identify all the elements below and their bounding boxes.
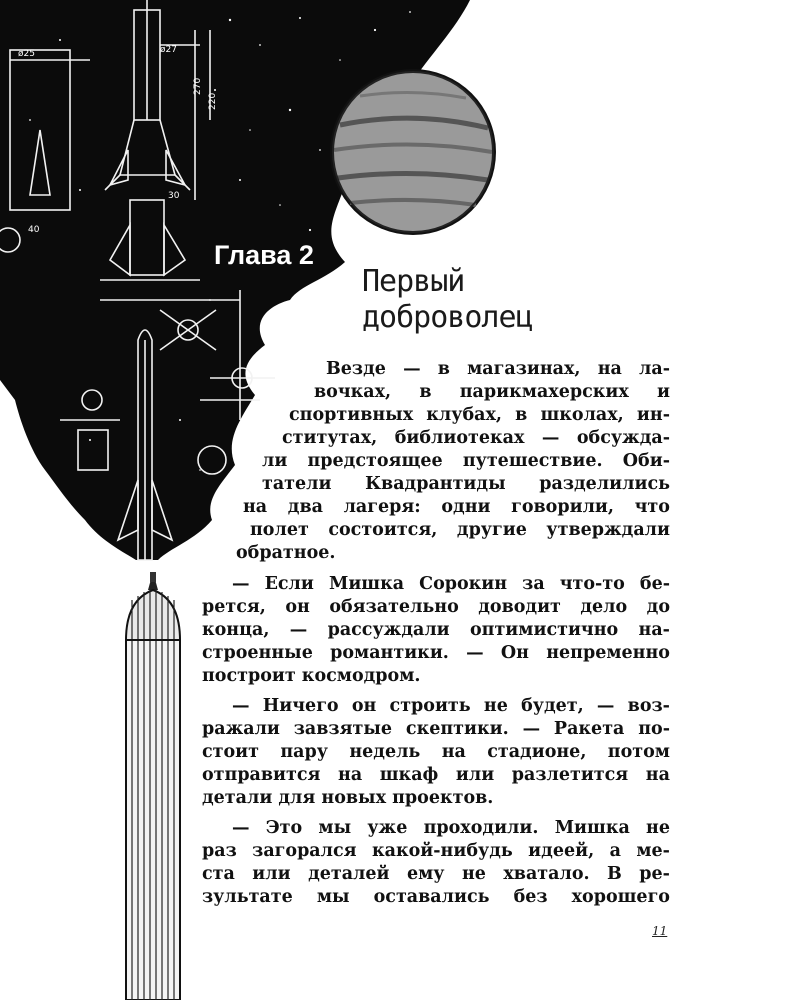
page-number: 11 — [652, 924, 668, 938]
svg-text:270: 270 — [193, 77, 203, 95]
rocket-body — [126, 572, 180, 1000]
chapter-title — [362, 264, 533, 336]
text-line: зультате мы оставались без хорошего — [202, 887, 670, 907]
text-line: отправится на шкаф или разлетится на — [202, 765, 670, 785]
text-line: ражали завзятые скептики. — Ракета по- — [202, 719, 670, 739]
svg-text:40: 40 — [28, 225, 40, 235]
text-line: ста или деталей ему не хватало. В ре- — [202, 864, 670, 884]
text-line: построит космодром. — [202, 666, 421, 686]
text-line: рется, он обязательно доводит дело до — [202, 597, 670, 617]
text-line: детали для новых проектов. — [202, 788, 494, 808]
text-line: — Ничего он строить не будет, — воз- — [232, 696, 670, 716]
text-line: строенные романтики. — Он непременно — [202, 643, 670, 663]
text-line: обратное. — [236, 543, 336, 563]
text-line: вочках, в парикмахерских и — [314, 382, 670, 402]
svg-text:220: 220 — [208, 92, 218, 110]
text-line: — Если Мишка Сорокин за что-то бе- — [232, 574, 670, 594]
planet — [330, 69, 496, 235]
text-line: татели Квадрантиды разделились — [262, 474, 670, 494]
chapter-title-line: доброволец — [362, 300, 533, 335]
text-line: на два лагеря: одни говорили, что — [243, 497, 670, 517]
chapter-title-line: Первый — [362, 264, 465, 299]
text-line: Везде — в магазинах, на ла- — [326, 359, 670, 379]
text-line: раз загорался какой-нибудь идеей, а ме- — [202, 841, 670, 861]
text-line: ли предстоящее путешествие. Оби- — [262, 451, 670, 471]
text-line: конца, — рассуждали оптимистично на- — [202, 620, 670, 640]
text-line: спортивных клубах, в школах, ин- — [289, 405, 670, 425]
text-line: — Это мы уже проходили. Мишка не — [232, 818, 670, 838]
svg-text:ø25: ø25 — [18, 49, 35, 59]
text-line: ститутах, библиотеках — обсужда- — [282, 428, 670, 448]
svg-text:ø27: ø27 — [160, 45, 177, 55]
text-line: стоит пару недель на стадионе, потом — [202, 742, 670, 762]
text-line: полет состоится, другие утверждали — [250, 520, 670, 540]
svg-text:30: 30 — [168, 191, 180, 201]
chapter-label: Глава 2 — [214, 240, 314, 270]
